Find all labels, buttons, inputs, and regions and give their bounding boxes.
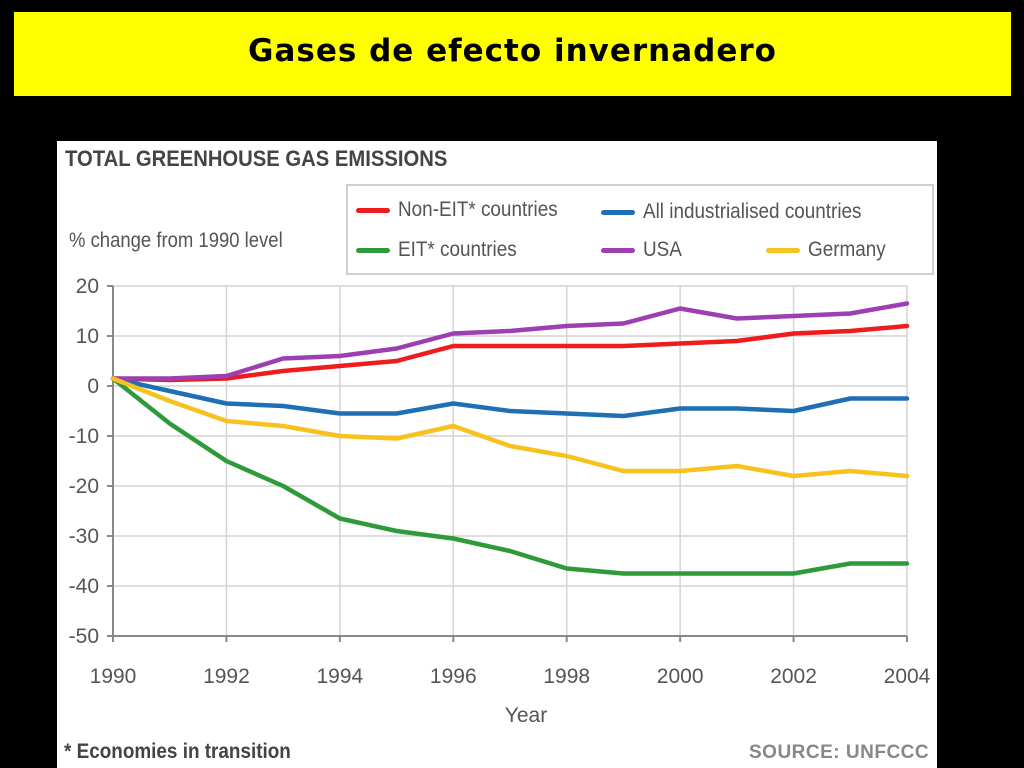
x-tick-label: 1996 xyxy=(429,665,477,688)
source-credit: SOURCE: UNFCCC xyxy=(749,742,930,763)
y-axis-label: % change from 1990 level xyxy=(69,229,283,252)
y-tick-label: -50 xyxy=(68,625,99,648)
y-tick-label: 0 xyxy=(87,375,99,398)
x-tick-label: 1994 xyxy=(316,665,364,688)
series-line-all-industrialised-countries xyxy=(113,379,907,417)
x-tick-label: 1990 xyxy=(89,665,137,688)
page-title: Gases de efecto invernadero xyxy=(248,33,777,69)
series-line-usa xyxy=(113,304,907,379)
chart-title: TOTAL GREENHOUSE GAS EMISSIONS xyxy=(65,146,448,171)
x-tick-label: 2000 xyxy=(656,665,704,688)
y-tick-label: 10 xyxy=(75,325,99,348)
y-tick-label: 20 xyxy=(75,275,99,298)
title-banner xyxy=(14,12,1011,96)
y-tick-label: -40 xyxy=(68,575,99,598)
y-tick-label: -30 xyxy=(68,525,99,548)
x-tick-label: 2004 xyxy=(883,665,931,688)
line-chart-svg xyxy=(57,141,937,768)
legend-label-germany: Germany xyxy=(808,238,886,261)
y-tick-label: -20 xyxy=(68,475,99,498)
x-axis-label: Year xyxy=(504,704,548,727)
y-tick-label: -10 xyxy=(68,425,99,448)
legend-label-all-industrialised: All industrialised countries xyxy=(643,200,862,223)
x-tick-label: 1992 xyxy=(203,665,250,688)
legend-label-non-eit: Non-EIT* countries xyxy=(398,198,558,221)
legend-label-usa: USA xyxy=(643,238,682,261)
x-tick-label: 2002 xyxy=(770,665,817,688)
legend-label-eit: EIT* countries xyxy=(398,238,517,261)
footnote: * Economies in transition xyxy=(64,740,291,763)
x-tick-label: 1998 xyxy=(543,665,591,688)
chart-panel xyxy=(57,141,937,768)
